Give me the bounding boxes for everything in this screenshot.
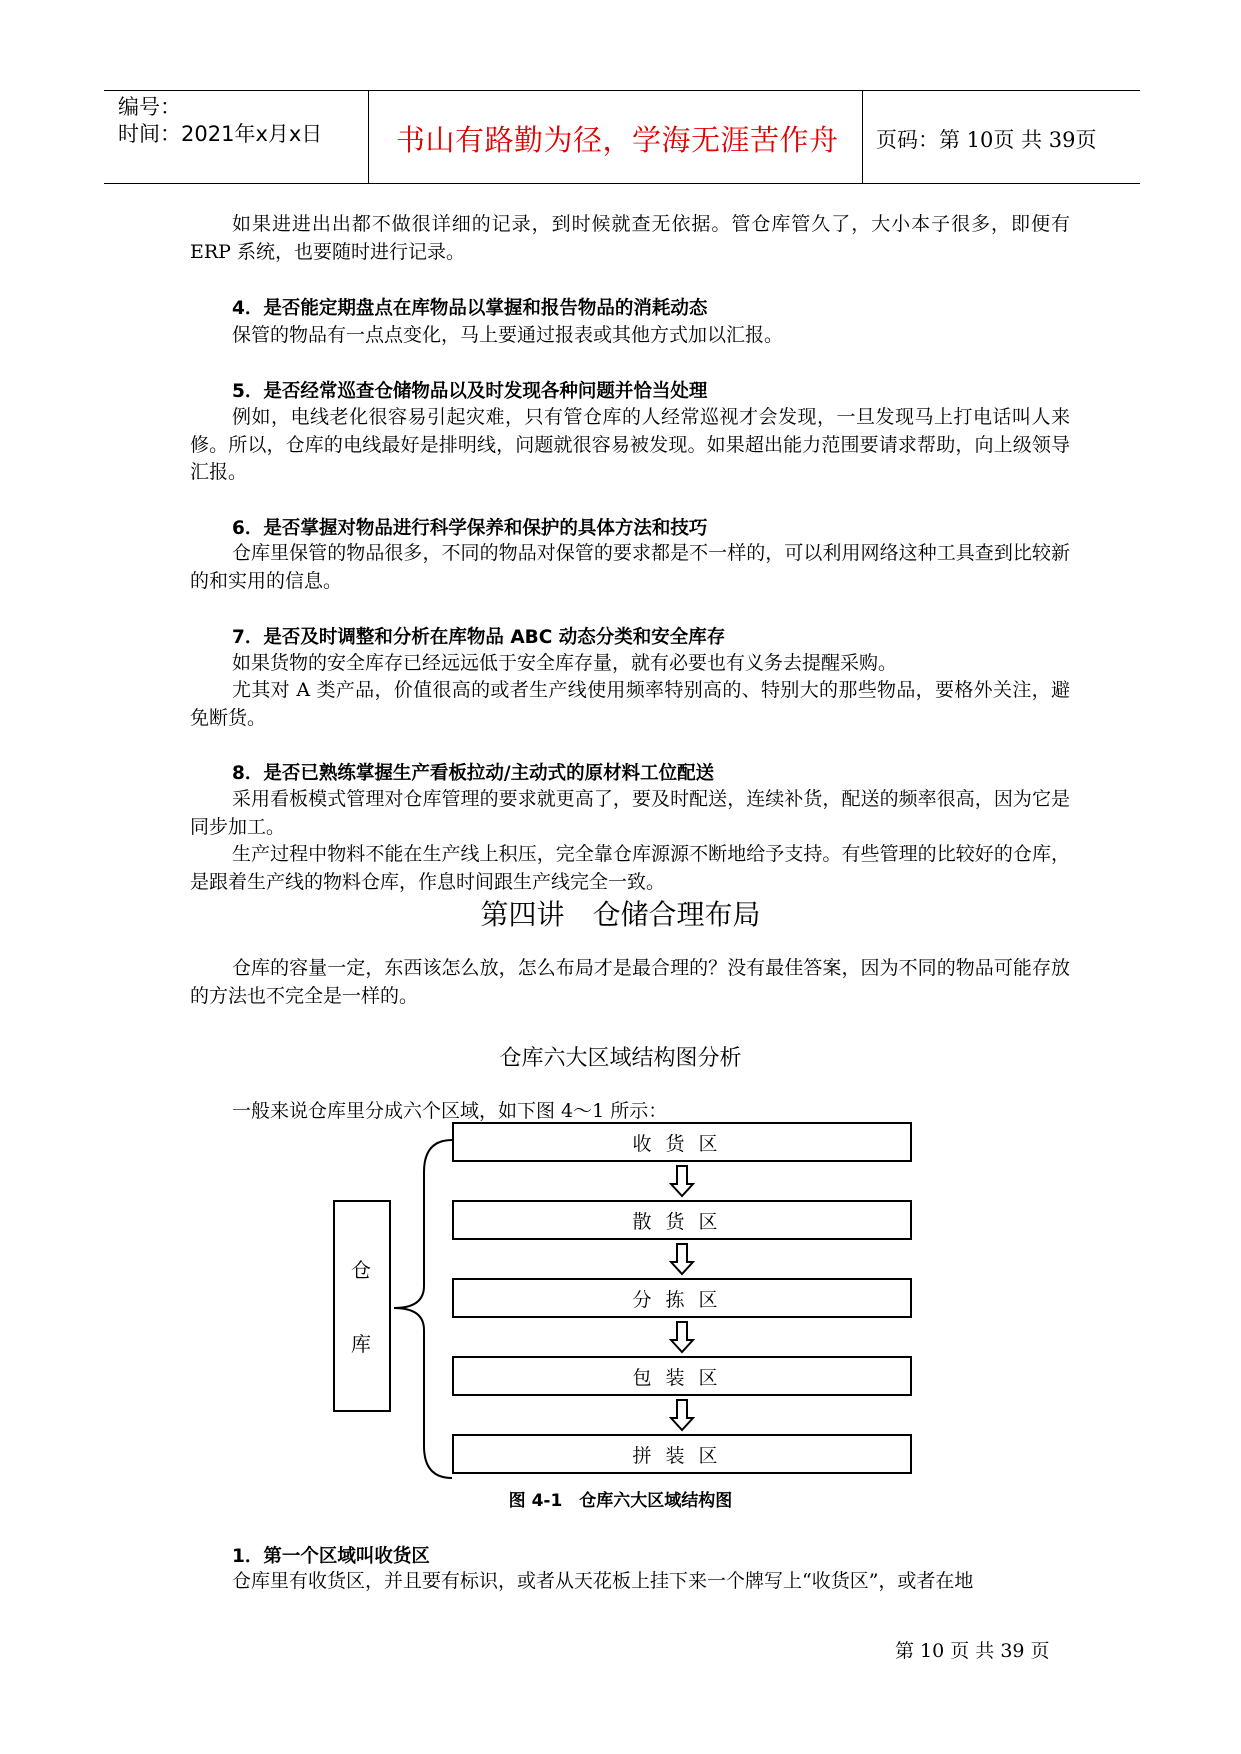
heading-item-5: 5．是否经常巡查仓储物品以及时发现各种问题并恰当处理: [232, 381, 708, 402]
header-motto: 书山有路勤为径，学海无涯苦作舟: [396, 123, 839, 157]
serial-label: 编号：: [118, 95, 181, 119]
paragraph-item-6: 仓库里保管的物品很多，不同的物品对保管的要求都是不一样的，可以利用网络这种工具查到比较新的和实用的信息。: [190, 542, 1070, 592]
paragraph-item-8a: 采用看板模式管理对仓库管理的要求就更高了，要及时配送，连续补货，配送的频率很高，因为它是同步加工。: [190, 788, 1070, 838]
zone-box-packing: 包装区: [452, 1356, 912, 1396]
header-top-rule: [104, 90, 1140, 91]
header-bottom-rule: [104, 183, 1140, 184]
zone-box-assembly: 拼装区: [452, 1434, 912, 1474]
zone-box-bulk: 散货区: [452, 1200, 912, 1240]
paragraph-item-8b: 生产过程中物料不能在生产线上积压，完全靠仓库源源不断地给予支持。有些管理的比较好的仓库，是跟着生产线的物料仓库，作息时间跟生产线完全一致。: [190, 843, 1070, 893]
header-page-number: 页码：第 10页 共 39页: [876, 128, 1097, 152]
warehouse-label-char2: 库: [351, 1332, 371, 1356]
paragraph-item-5: 例如，电线老化很容易引起灾难，只有管仓库的人经常巡视才会发现，一旦发现马上打电话叫人来修。所以，仓库的电线最好是排明线，问题就很容易被发现。如果超出能力范围要请求帮助，向上级领导汇报。: [190, 406, 1070, 483]
header-divider-right: [862, 90, 863, 183]
down-arrow-icon: [669, 1398, 695, 1432]
zone-box-receiving: 收货区: [452, 1122, 912, 1162]
warehouse-label-char1: 仓: [351, 1258, 371, 1282]
heading-item-7: 7．是否及时调整和分析在库物品 ABC 动态分类和安全库存: [232, 627, 726, 648]
figure-caption: 图 4-1 仓库六大区域结构图: [508, 1491, 733, 1511]
down-arrow-icon: [669, 1242, 695, 1276]
paragraph-receiving-zone: 仓库里有收货区，并且要有标识，或者从天花板上挂下来一个牌写上“收货区”，或者在地: [232, 1570, 974, 1592]
heading-item-4: 4．是否能定期盘点在库物品以掌握和报告物品的消耗动态: [232, 298, 708, 319]
down-arrow-icon: [669, 1320, 695, 1354]
heading-zone-1: 1．第一个区域叫收货区: [232, 1546, 430, 1567]
time-label: 时间：2021年x月x日: [118, 122, 323, 146]
down-arrow-icon: [669, 1164, 695, 1198]
section-title: 仓库六大区域结构图分析: [499, 1046, 742, 1071]
brace-connector: [388, 1136, 458, 1486]
header-divider-left: [368, 90, 369, 183]
paragraph-record: 如果进进出出都不做很详细的记录，到时候就查无依据。管仓库管久了，大小本子很多，即便有 ERP 系统，也要随时进行记录。: [190, 213, 1070, 263]
paragraph-item-7b: 尤其对 A 类产品，价值很高的或者生产线使用频率特别高的、特别大的那些物品，要格外关注，避免断货。: [190, 679, 1070, 729]
paragraph-item-4: 保管的物品有一点点变化，马上要通过报表或其他方式加以汇报。: [232, 324, 784, 346]
zone-box-sorting: 分拣区: [452, 1278, 912, 1318]
heading-item-6: 6．是否掌握对物品进行科学保养和保护的具体方法和技巧: [232, 518, 708, 539]
warehouse-box: [333, 1200, 391, 1412]
chapter-title: 第四讲 仓储合理布局: [480, 898, 761, 931]
footer-page-number: 第 10 页 共 39 页: [895, 1640, 1050, 1662]
heading-item-8: 8．是否已熟练掌握生产看板拉动/主动式的原材料工位配送: [232, 763, 715, 784]
paragraph-diagram-intro: 一般来说仓库里分成六个区域，如下图 4～1 所示：: [232, 1100, 668, 1122]
paragraph-item-7a: 如果货物的安全库存已经远远低于安全库存量，就有必要也有义务去提醒采购。: [232, 652, 898, 674]
paragraph-layout-intro: 仓库的容量一定，东西该怎么放，怎么布局才是最合理的？没有最佳答案，因为不同的物品可能存放的方法也不完全是一样的。: [190, 957, 1070, 1007]
